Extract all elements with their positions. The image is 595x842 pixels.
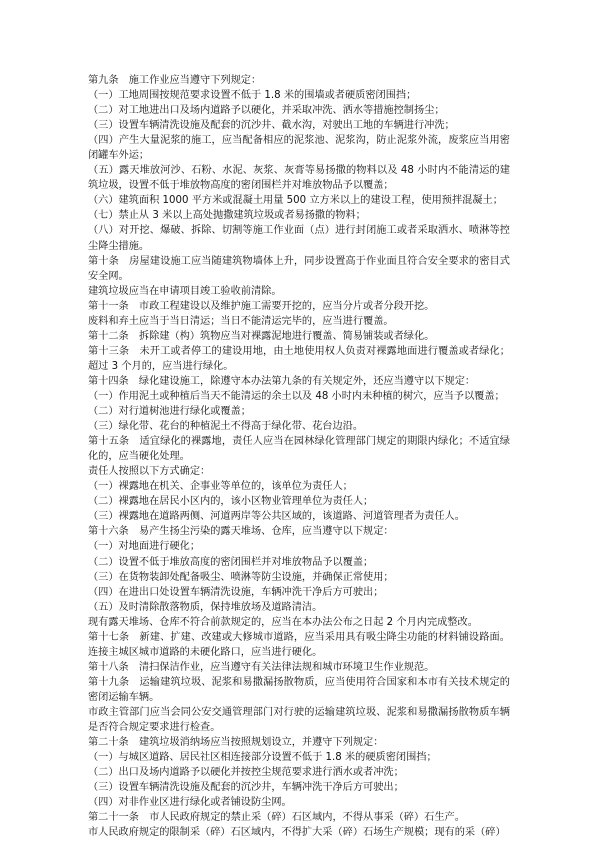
article-15-paragraph-2: 责任人按照以下方式确定： (88, 466, 211, 478)
article-21: 第二十一条 市人民政府规定的禁止采（碎）石区域内，不得从事采（碎）石生产。 (88, 812, 465, 824)
article-11-paragraph-2: 废料和弃土应当于当日清运；当日不能清运完毕的，应当进行覆盖。 (88, 315, 394, 327)
article-16-item-5: （五）及时清除散落物质，保持堆放场及道路清洁。 (88, 601, 323, 613)
article-20-item-4: （四）对非作业区进行绿化或者铺设防尘网。 (88, 797, 292, 809)
article-16-item-2: （二）设置不低于堆放高度的密闭围栏并对堆放物品予以覆盖； (88, 556, 374, 568)
article-16-item-3: （三）在货物装卸处配备吸尘、喷淋等防尘设施，并确保正常使用； (88, 571, 394, 583)
article-14-item-2: （二）对行道树池进行绿化或覆盖； (88, 406, 251, 418)
article-14-item-3: （三）绿化带、花台的种植泥土不得高于绿化带、花台边沿。 (88, 421, 364, 433)
article-20-heading: 第二十条 建筑垃圾消纳场应当按照规划设立，并遵守下列规定： (88, 737, 384, 749)
article-14-heading: 第十四条 绿化建设施工，除遵守本办法第九条的有关规定外，还应当遵守以下规定： (88, 375, 476, 387)
document-page (88, 73, 510, 840)
article-19-paragraph-2: 市政主管部门应当会同公安交通管理部门对行驶的运输建筑垃圾、泥浆和易撒漏扬散物质车辆是否符合规定要求进行检查。 (88, 706, 510, 734)
article-20-item-1: （一）与城区道路、居民社区相连接部分设置不低于 1.8 米的硬质密闭围挡； (88, 752, 437, 764)
article-18: 第十八条 清扫保洁作业，应当遵守有关法律法规和城市环境卫生作业规范。 (88, 661, 435, 673)
article-9-item-5: （五）露天堆放河沙、石粉、水泥、灰浆、灰膏等易扬撒的物料以及 48 小时内不能清运的建筑垃圾，设置不低于堆放物高度的密闭围栏并对堆放物品予以覆盖； (88, 165, 510, 192)
article-17: 第十七条 新建、扩建、改建或大修城市道路，应当采用具有吸尘降尘功能的材料铺设路面。连接主城区城市道路的未硬化路口，应当进行硬化。 (88, 631, 510, 658)
article-15: 第十五条 适宜绿化的裸露地，责任人应当在园林绿化管理部门规定的期限内绿化；不适宜绿化的，应当硬化处理。 (88, 436, 510, 463)
article-12: 第十二条 拆除建（构）筑物应当对裸露泥地进行覆盖、简易铺装或者绿化。 (88, 330, 435, 342)
article-9-item-2: （二）对工地进出口及场内道路予以硬化，并采取冲洗、洒水等措施控制扬尘； (88, 105, 445, 117)
article-9-item-3: （三）设置车辆清洗设施及配套的沉沙井、截水沟，对驶出工地的车辆进行冲洗； (88, 120, 455, 132)
article-15-item-3: （三）裸露地在道路两侧、河道两岸等公共区域的，该道路、河道管理者为责任人。 (88, 511, 465, 523)
article-13: 第十三条 未开工或者停工的建设用地，由土地使用权人负责对裸露地面进行覆盖或者绿化；超过 3 个月的，应当进行绿化。 (88, 345, 510, 372)
article-9-item-7: （七）禁止从 3 米以上高处抛撒建筑垃圾或者易扬撒的物料； (88, 210, 366, 222)
article-9-item-6: （六）建筑面积 1000 平方米或混凝土用量 500 立方米以上的建设工程，使用预拌混凝土； (88, 195, 503, 207)
article-20-item-2: （二）出口及场内道路予以硬化并按控尘规范要求进行洒水或者冲洗； (88, 767, 404, 779)
article-19: 第十九条 运输建筑垃圾、泥浆和易撒漏扬散物质，应当使用符合国家和本市有关技术规定的密闭运输车辆。 (88, 676, 510, 703)
article-16-heading: 第十六条 易产生扬尘污染的露天堆场、仓库，应当遵守以下规定： (88, 526, 394, 538)
article-20-item-3: （三）设置车辆清洗设施及配套的沉沙井，车辆冲洗干净后方可驶出； (88, 782, 404, 794)
article-10: 第十条 房屋建设施工应当随建筑物墙体上升，同步设置高于作业面且符合安全要求的密目式安全网。 (88, 255, 510, 282)
article-15-item-1: （一）裸露地在机关、企事业等单位的，该单位为责任人； (88, 481, 353, 493)
article-9-item-8: （八）对开挖、爆破、拆除、切割等施工作业面（点）进行封闭施工或者采取洒水、喷淋等控尘降尘措施。 (88, 225, 510, 252)
article-10-paragraph-2: 建筑垃圾应当在申请项目竣工验收前清除。 (88, 285, 282, 297)
article-11: 第十一条 市政工程建设以及维护施工需要开挖的，应当分片或者分段开挖。 (88, 300, 435, 312)
article-9-heading: 第九条 施工作业应当遵守下列规定： (88, 75, 262, 86)
article-14-item-1: （一）作用泥土或种植后当天不能清运的余土以及 48 小时内未种植的树穴，应当予以覆盖； (88, 390, 505, 402)
article-15-item-2: （二）裸露地在居民小区内的，该小区物业管理单位为责任人； (88, 496, 374, 508)
article-9-item-1: （一）工地周围按规范要求设置不低于 1.8 米的围墙或者硬质密闭围挡； (88, 90, 417, 102)
article-21-paragraph-2: 市人民政府规定的限制采（碎）石区域内，不得扩大采（碎）石场生产规模；现有的采（碎） (88, 827, 506, 839)
article-16-item-4: （四）在进出口处设置车辆清洗设施，车辆冲洗干净后方可驶出； (88, 586, 384, 598)
article-16-paragraph-2: 现有露天堆场、仓库不符合前款规定的，应当在本办法公布之日起 2 个月内完成整改。 (88, 616, 478, 628)
article-16-item-1: （一）对地面进行硬化； (88, 541, 201, 553)
article-9-item-4: （四）产生大量泥浆的施工，应当配备相应的泥浆池、泥浆沟，防止泥浆外流，废浆应当用密闭罐车外运； (88, 135, 510, 162)
